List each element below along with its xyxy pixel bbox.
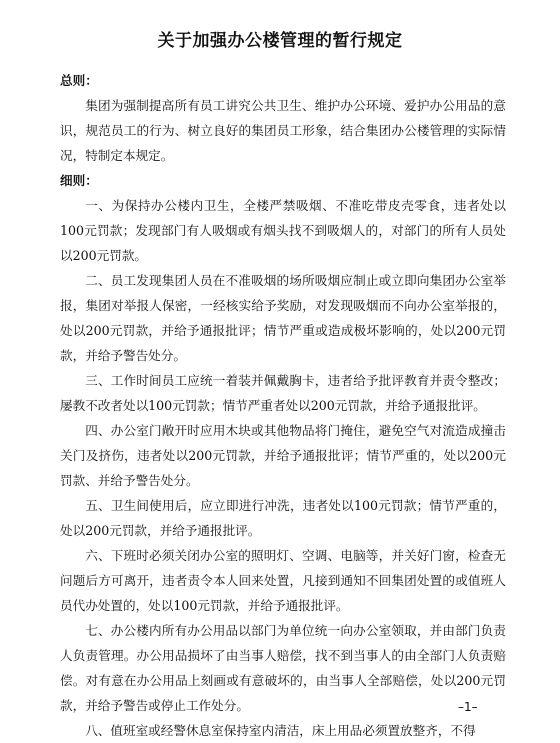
rule-5: 五、卫生间使用后，应立即进行冲洗，违者处以100元罚款；情节严重的，处以200元罚款，并给予通报批评。 (60, 498, 506, 538)
rule-4: 四、办公室门敞开时应用木块或其他物品将门掩住，避免空气对流造成撞击关门及挤伤，违者处以200元罚款，并给予通报批评；情节严重的，处以200元罚款、并给予警告处分。 (60, 423, 506, 488)
rule-6: 六、下班时必须关闭办公室的照明灯、空调、电脑等，并关好门窗，检查无问题后方可离开，违者责令本人回来处置，凡接到通知不回集团处置的或值班人员代办处置的，处以100元罚款，并给予通报批评。 (60, 548, 506, 613)
document-body (60, 68, 506, 743)
rule-7: 七、办公楼内所有办公用品以部门为单位统一向办公室领取，并由部门负责人负责管理。办公用品损坏了由当事人赔偿，找不到当事人的由全部门人负责赔偿。对有意在办公用品上刻画或有意破坏的，由当事人全部赔偿，处以200元罚款，并给予警告或停止工作处分。 (60, 623, 506, 713)
rule-3: 三、工作时间员工应统一着装并佩戴胸卡，违者给予批评教育并责令整改；屡教不改者处以100元罚款；情节严重者处以200元罚款，并给予通报批评。 (60, 373, 506, 413)
general-paragraph: 集团为强制提高所有员工讲究公共卫生、维护办公环境、爱护办公用品的意识，规范员工的行为、树立良好的集团员工形象，结合集团办公楼管理的实际情况，特制定本规定。 (60, 98, 506, 163)
general-heading: 总则： (60, 73, 98, 88)
rule-8: 八、值班室或经警休息室保持室内清洁，床上用品必须置放整齐，不得 (85, 723, 476, 738)
rules-heading: 细则： (60, 173, 98, 188)
page-number: –1– (458, 700, 478, 714)
document-title: 关于加强办公楼管理的暂行规定 (157, 31, 403, 51)
rule-1: 一、为保持办公楼内卫生，全楼严禁吸烟、不准吃带皮壳零食，违者处以100元罚款；发现部门有人吸烟或有烟头找不到吸烟人的，对部门的所有人员处以200元罚款。 (60, 198, 506, 263)
rule-2: 二、员工发现集团人员在不准吸烟的场所吸烟应制止或立即向集团办公室举报，集团对举报人保密，一经核实给予奖励，对发现吸烟而不向办公室举报的，处以200元罚款，并给予通报批评；情节严重或造成极坏影响的，处以200元罚款，并给予警告处分。 (60, 273, 506, 363)
